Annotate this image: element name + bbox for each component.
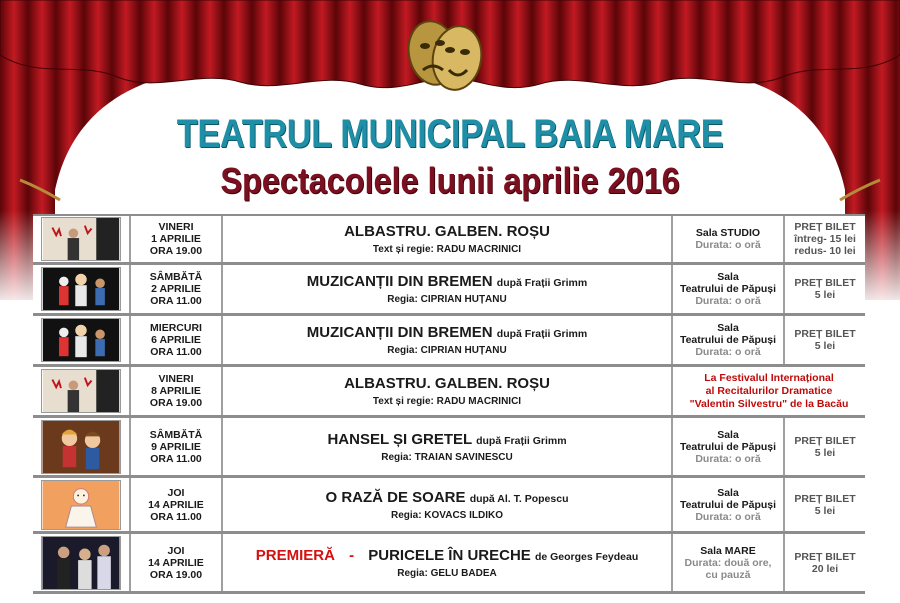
table-row — [33, 265, 865, 316]
date-cell — [131, 265, 223, 313]
price-heading: PREȚ BILET — [794, 434, 856, 447]
price-heading: PREȚ BILET — [794, 221, 856, 233]
date-cell — [131, 418, 223, 475]
day-label: JOI — [167, 544, 185, 557]
table-row — [33, 316, 865, 367]
price-cell — [785, 478, 865, 531]
puppets-photo-icon — [41, 267, 121, 311]
time-label: ORA 19.00 — [149, 245, 203, 257]
show-title — [327, 431, 566, 448]
duration-label: Durata: două ore, — [684, 556, 772, 569]
sunbeam-puppet-photo-icon — [41, 480, 121, 530]
venue-cell — [673, 316, 785, 364]
duration-label: Durata: o oră — [695, 346, 761, 358]
show-title — [256, 547, 639, 564]
festival-line: "Valentin Silvestru" de la Bacău — [689, 397, 849, 410]
price-cell — [785, 534, 865, 591]
price-reduced: redus- 10 lei — [794, 245, 856, 257]
show-author: după Frații Grimm — [496, 328, 588, 340]
date-cell — [131, 534, 223, 591]
actors-stage-photo-icon — [41, 536, 121, 590]
table-row — [33, 534, 865, 594]
show-photo-cell — [33, 418, 131, 475]
show-cell — [223, 418, 673, 475]
show-cell — [223, 367, 673, 415]
price-value: 5 lei — [814, 446, 836, 459]
date-label: 2 APRILIE — [151, 283, 201, 295]
price-heading: PREȚ BILET — [794, 277, 856, 289]
show-credit: Regia: KOVACS ILDIKO — [390, 509, 504, 521]
show-title-text: MUZICANȚII DIN BREMEN — [306, 273, 493, 290]
venue-cell — [673, 418, 785, 475]
venue-label: Sala — [717, 428, 739, 441]
show-cell — [223, 478, 673, 531]
puppets-photo-icon — [41, 318, 121, 362]
table-row — [33, 418, 865, 478]
show-photo-cell — [33, 534, 131, 591]
show-cell — [223, 265, 673, 313]
date-label: 9 APRILIE — [151, 440, 201, 453]
premiere-separator: - — [349, 546, 355, 564]
show-author: după Al. T. Popescu — [469, 492, 569, 505]
venue-label-2: Teatrului de Păpuși — [679, 283, 777, 295]
price-full: întreg- 15 lei — [794, 233, 856, 245]
price-heading: PREȚ BILET — [794, 492, 856, 505]
price-value: 5 lei — [814, 289, 836, 301]
duration-label: Durata: o oră — [695, 295, 761, 307]
day-label: MIERCURI — [150, 322, 202, 334]
show-title-text: MUZICANȚII DIN BREMEN — [306, 324, 493, 341]
price-heading: PREȚ BILET — [794, 328, 856, 340]
hansel-gretel-puppets-photo-icon — [41, 420, 121, 474]
show-title-text: O RAZĂ DE SOARE — [325, 488, 466, 506]
day-label: SÂMBĂTĂ — [149, 271, 203, 283]
show-cell — [223, 316, 673, 364]
date-label: 14 APRILIE — [148, 498, 204, 511]
price-cell — [785, 216, 865, 262]
venue-label: Sala — [717, 271, 739, 283]
show-title: ALBASTRU. GALBEN. ROȘU — [344, 223, 550, 240]
price-cell — [785, 316, 865, 364]
venue-cell — [673, 478, 785, 531]
table-row — [33, 214, 865, 265]
venue-label-2: Teatrului de Păpuși — [679, 440, 777, 453]
venue-label: Sala — [717, 486, 739, 499]
show-author: după Frații Grimm — [476, 434, 567, 447]
show-credit: Regia: CIPRIAN HUȚANU — [387, 345, 507, 356]
price-value: 5 lei — [814, 340, 836, 352]
show-title — [326, 489, 569, 506]
show-title: ALBASTRU. GALBEN. ROȘU — [344, 375, 550, 392]
show-cell — [223, 216, 673, 262]
time-label: ORA 11.00 — [150, 452, 202, 465]
date-label: 1 APRILIE — [151, 233, 201, 245]
show-title-text: HANSEL ȘI GRETEL — [327, 430, 472, 448]
duration-label: Durata: o oră — [695, 510, 761, 523]
show-credit: Regia: GELU BADEA — [397, 567, 497, 579]
festival-cell — [673, 367, 865, 415]
schedule-table — [33, 214, 865, 594]
show-photo-cell — [33, 216, 131, 262]
show-credit: Text și regie: RADU MACRINICI — [372, 244, 522, 255]
price-heading: PREȚ BILET — [794, 550, 856, 563]
price-value: 5 lei — [814, 504, 836, 517]
price-cell — [785, 265, 865, 313]
show-title-text: PURICELE ÎN URECHE — [368, 546, 531, 564]
show-title — [307, 273, 587, 290]
show-author: de Georges Feydeau — [534, 550, 639, 563]
show-title — [307, 324, 587, 341]
date-cell — [131, 316, 223, 364]
day-label: JOI — [167, 486, 185, 499]
day-label: VINERI — [158, 373, 194, 385]
date-label: 14 APRILIE — [148, 556, 204, 569]
show-credit: Regia: TRAIAN SAVINESCU — [381, 451, 513, 463]
time-label: ORA 19.00 — [149, 397, 203, 409]
venue-label-2: Teatrului de Păpuși — [679, 498, 777, 511]
date-cell — [131, 367, 223, 415]
duration-label: Durata: o oră — [695, 452, 761, 465]
price-value: 20 lei — [811, 562, 839, 575]
venue-cell — [673, 265, 785, 313]
venue-label: Sala STUDIO — [695, 227, 761, 239]
page-subtitle: Spectacolele lunii aprilie 2016 — [220, 160, 680, 201]
date-label: 6 APRILIE — [151, 334, 201, 346]
time-label: ORA 11.00 — [150, 346, 202, 358]
page-title: TEATRUL MUNICIPAL BAIA MARE — [176, 112, 724, 156]
festival-line: La Festivalul Internațional — [704, 371, 834, 384]
festival-line: al Recitalurilor Dramatice — [705, 384, 833, 397]
table-row — [33, 367, 865, 418]
date-cell — [131, 478, 223, 531]
red-handprint-actor-photo-icon — [41, 369, 121, 413]
date-label: 8 APRILIE — [151, 385, 201, 397]
show-photo-cell — [33, 265, 131, 313]
venue-cell — [673, 534, 785, 591]
show-photo-cell — [33, 478, 131, 531]
venue-label-2: Teatrului de Păpuși — [679, 334, 777, 346]
show-credit: Regia: CIPRIAN HUȚANU — [387, 294, 507, 305]
show-photo-cell — [33, 367, 131, 415]
show-credit: Text și regie: RADU MACRINICI — [372, 396, 522, 407]
date-cell — [131, 216, 223, 262]
duration-label: Durata: o oră — [695, 239, 761, 251]
theatre-masks-icon — [395, 8, 495, 108]
red-handprint-actor-photo-icon — [41, 217, 121, 261]
time-label: ORA 11.00 — [150, 295, 202, 307]
show-author: după Frații Grimm — [496, 277, 588, 289]
duration-label-2: cu pauză — [705, 568, 751, 581]
day-label: SÂMBĂTĂ — [149, 428, 203, 441]
time-label: ORA 19.00 — [149, 568, 203, 581]
day-label: VINERI — [158, 221, 194, 233]
price-cell — [785, 418, 865, 475]
show-photo-cell — [33, 316, 131, 364]
venue-cell — [673, 216, 785, 262]
venue-label: Sala MARE — [700, 544, 756, 557]
venue-label: Sala — [717, 322, 739, 334]
table-row — [33, 478, 865, 534]
time-label: ORA 11.00 — [150, 510, 202, 523]
show-cell — [223, 534, 673, 591]
premiere-badge: PREMIERĂ — [255, 546, 335, 564]
